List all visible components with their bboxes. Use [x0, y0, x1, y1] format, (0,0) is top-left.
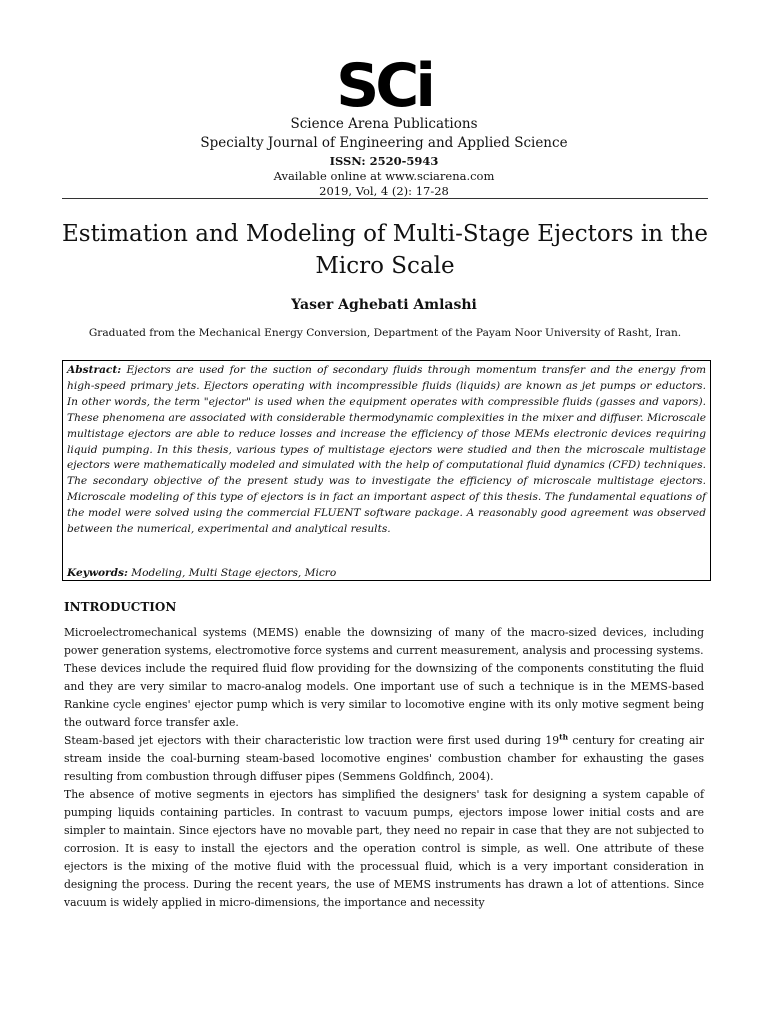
- paragraph-4: The absence of motive segments in ejectors has simplified the designers' task for designing a system capable of pumping liquids containing particles. In contrast to vacuum pumps, ejectors impose lower initial costs and are simpler to maintain. Since ejectors have no movable part, they need no repair in case that they are not subjected to corrosion. It is easy to install the ejectors and the operation control is simple, as well. One attribute of these ejectors is the mixing of the motive fluid with the processual fluid, which is a very important consideration in designing the process. During the recent years, the use of MEMS instruments has drawn a lot of attentions. Since vacuum is widely applied in micro-dimensions, the importance and necessity: [64, 788, 704, 909]
- keywords-label: Keywords:: [67, 567, 128, 579]
- paragraph-1: Microelectromechanical systems (MEMS) enable the downsizing of many of the macro-sized devices, including power generation systems, electromotive force systems and current measurement, analysis and processing systems.: [64, 626, 704, 657]
- abstract-box: [62, 360, 711, 581]
- publisher-name: Science Arena Publications: [290, 116, 478, 132]
- availability-line: Available online at www.sciarena.com: [273, 169, 495, 183]
- abstract-label: Abstract:: [67, 364, 122, 376]
- journal-name: Specialty Journal of Engineering and Applied Science: [200, 135, 568, 151]
- keywords-value: Modeling, Multi Stage ejectors, Micro: [131, 567, 337, 579]
- publisher-logo: SCi: [336, 51, 432, 121]
- header-divider: [62, 198, 708, 199]
- article-author: Yaser Aghebati Amlashi: [291, 297, 477, 313]
- keywords-line: [67, 567, 336, 579]
- paragraph-3-end: century for creating air stream inside the coal-burning steam-based locomotive engines' combustion chamber for exhausting the gases resulting from combustion through diffuser pipes (Semmens Goldfinch, 2004).: [64, 734, 704, 783]
- introduction-body: [64, 624, 704, 912]
- abstract-body: Ejectors are used for the suction of secondary fluids through momentum transfer and the energy from high-speed primary jets. Ejectors operating with incompressible fluids (liquids) are known as jet pumps or eductors. In other words, the term "ejector" is used when the equipment operates with compressible fluids (gasses and vapors). These phenomena are associated with considerable thermodynamic complexities in the mixer and diffuser. Microscale multistage ejectors are able to reduce losses and increase the efficiency of those MEMs electronic devices requiring liquid pumping. In this thesis, various types of multistage ejectors were studied and then the microscale multistage ejectors were mathematically modeled and simulated with the help of computational fluid dynamics (CFD) techniques. The secondary objective of the present study was to investigate the efficiency of microscale multistage ejectors. Microscale modeling of this type of ejectors is in fact an important aspect of this thesis. The fundamental equations of the model were solved using the commercial FLUENT software package. A reasonably good agreement was observed between the numerical, experimental and analytical results.: [67, 364, 707, 536]
- paragraph-3-start: Steam-based jet ejectors with their characteristic low traction were first used during 19: [64, 734, 560, 747]
- paragraph-2: These devices include the required fluid flow providing for the downsizing of the components constituting the fluid and they are very similar to macro-analog models. One important use of such a technique is in the MEMS-based Rankine cycle engines' ejector pump which is very similar to locomotive engine with its only motive segment being the outward force transfer axle.: [64, 662, 704, 729]
- introduction-heading: INTRODUCTION: [64, 600, 177, 614]
- abstract-paragraph: [67, 363, 706, 538]
- paragraph-3: [64, 732, 704, 786]
- article-title: Estimation and Modeling of Multi-Stage Ejectors in the Micro Scale: [62, 221, 709, 279]
- author-affiliation: Graduated from the Mechanical Energy Conversion, Department of the Payam Noor University of Rasht, Iran.: [88, 327, 682, 339]
- superscript-th: th: [559, 732, 569, 742]
- issn: ISSN: 2520-5943: [329, 154, 439, 168]
- volume-info: 2019, Vol, 4 (2): 17-28: [319, 184, 449, 198]
